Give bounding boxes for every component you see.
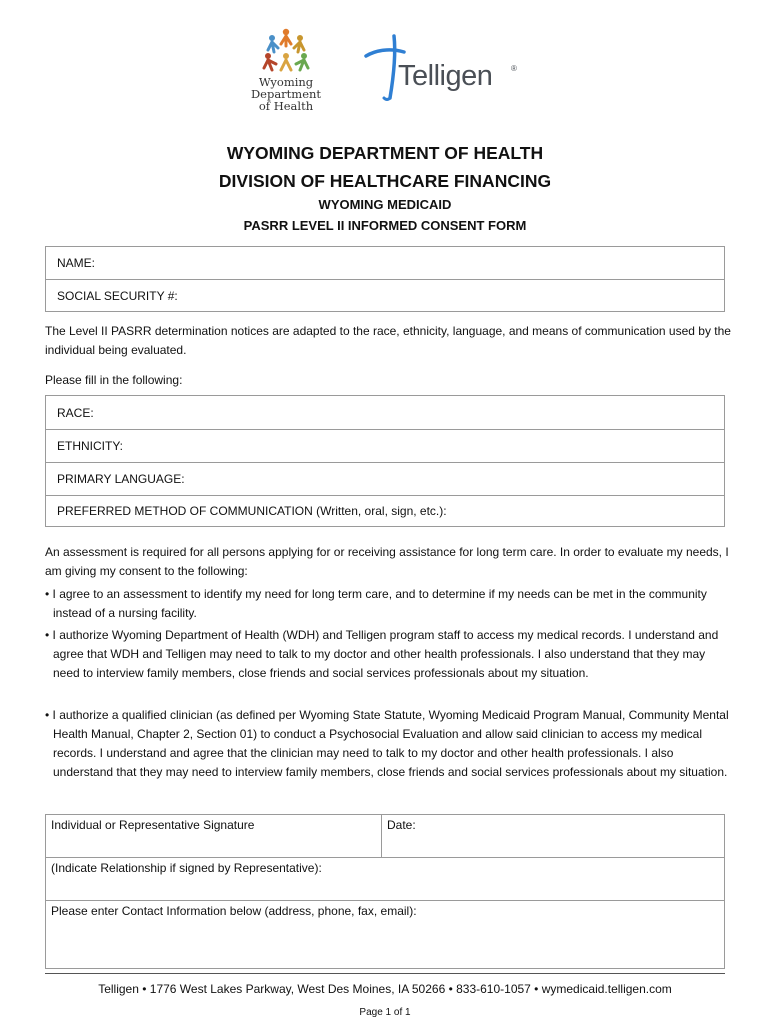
- race-label: RACE:: [57, 405, 94, 420]
- footer-divider: [45, 973, 725, 974]
- ethnicity-field[interactable]: [46, 429, 724, 462]
- ssn-label: SOCIAL SECURITY #:: [57, 288, 178, 303]
- date-field[interactable]: [382, 815, 724, 857]
- signature-label: Individual or Representative Signature: [51, 818, 255, 832]
- demographics-box: [45, 395, 725, 527]
- wdh-figures-icon: [248, 26, 324, 76]
- title-division: DIVISION OF HEALTHCARE FINANCING: [218, 171, 552, 191]
- registered-mark: ®: [511, 64, 517, 73]
- page-number: Page 1 of 1: [359, 1007, 411, 1018]
- consent-bullet-assessment: • I agree to an assessment to identify my need for long term care, and to determine if my needs can be met in the community instead of a nursing facility.: [45, 587, 707, 620]
- wdh-logo: [248, 26, 324, 122]
- ssn-field[interactable]: [46, 279, 724, 311]
- identity-box: [45, 246, 725, 312]
- ethnicity-label: ETHNICITY:: [57, 439, 124, 453]
- name-field[interactable]: [46, 247, 724, 279]
- race-field[interactable]: [46, 396, 724, 429]
- telligen-logo: [364, 34, 524, 104]
- consent-bullet-clinician: • I authorize a qualified clinician (as defined per Wyoming State Statute, Wyoming Medicaid Program Manual, Community Mental Health Manual, Chapter 2, Section 01) to conduct a Psychosocial Evaluation and allow said clinician to access my medical records. I understand and agree that the clinician may need to talk to my doctor and other health professionals. I also understand that they may need to interview family members, close friends and social services professionals about my situation.: [45, 708, 729, 779]
- wdh-logo-text: Wyoming Department of Health: [250, 75, 322, 113]
- telligen-wordmark: Telligen: [398, 60, 493, 92]
- communication-field[interactable]: [46, 495, 724, 526]
- subtitle-medicaid: WYOMING MEDICAID: [318, 197, 452, 212]
- relationship-label: (Indicate Relationship if signed by Representative):: [51, 861, 322, 875]
- language-label: PRIMARY LANGUAGE:: [57, 472, 185, 486]
- communication-label: PREFERRED METHOD OF COMMUNICATION (Written, oral, sign, etc.):: [57, 504, 447, 518]
- name-label: NAME:: [57, 256, 96, 270]
- signature-box: [45, 814, 725, 969]
- fill-in-label: Please fill in the following:: [45, 373, 183, 387]
- footer-contact: Telligen • 1776 West Lakes Parkway, West Des Moines, IA 50266 • 833-610-1057 • wymedicaid.telligen.com: [98, 982, 672, 996]
- language-field[interactable]: [46, 462, 724, 495]
- intro-paragraph: The Level II PASRR determination notices are adapted to the race, ethnicity, language, and means of communication used by the individual being evaluated.: [45, 324, 731, 357]
- consent-bullet-records: • I authorize Wyoming Department of Health (WDH) and Telligen program staff to access my medical records. I understand and agree that WDH and Telligen may need to talk to my doctor and other health professionals. I also understand that they may need to interview family members, close friends and social services professionals about my situation.: [45, 628, 719, 680]
- title-department: WYOMING DEPARTMENT OF HEALTH: [226, 143, 544, 163]
- contact-label: Please enter Contact Information below (address, phone, fax, email):: [51, 904, 417, 918]
- subtitle-form-name: PASRR LEVEL II INFORMED CONSENT FORM: [243, 218, 527, 233]
- consent-intro: An assessment is required for all persons applying for or receiving assistance for long term care. In order to evaluate my needs, I am giving my consent to the following:: [45, 545, 729, 578]
- date-label: Date:: [387, 818, 416, 832]
- signature-field[interactable]: [46, 815, 382, 857]
- contact-field[interactable]: [46, 900, 724, 968]
- relationship-field[interactable]: [46, 857, 724, 900]
